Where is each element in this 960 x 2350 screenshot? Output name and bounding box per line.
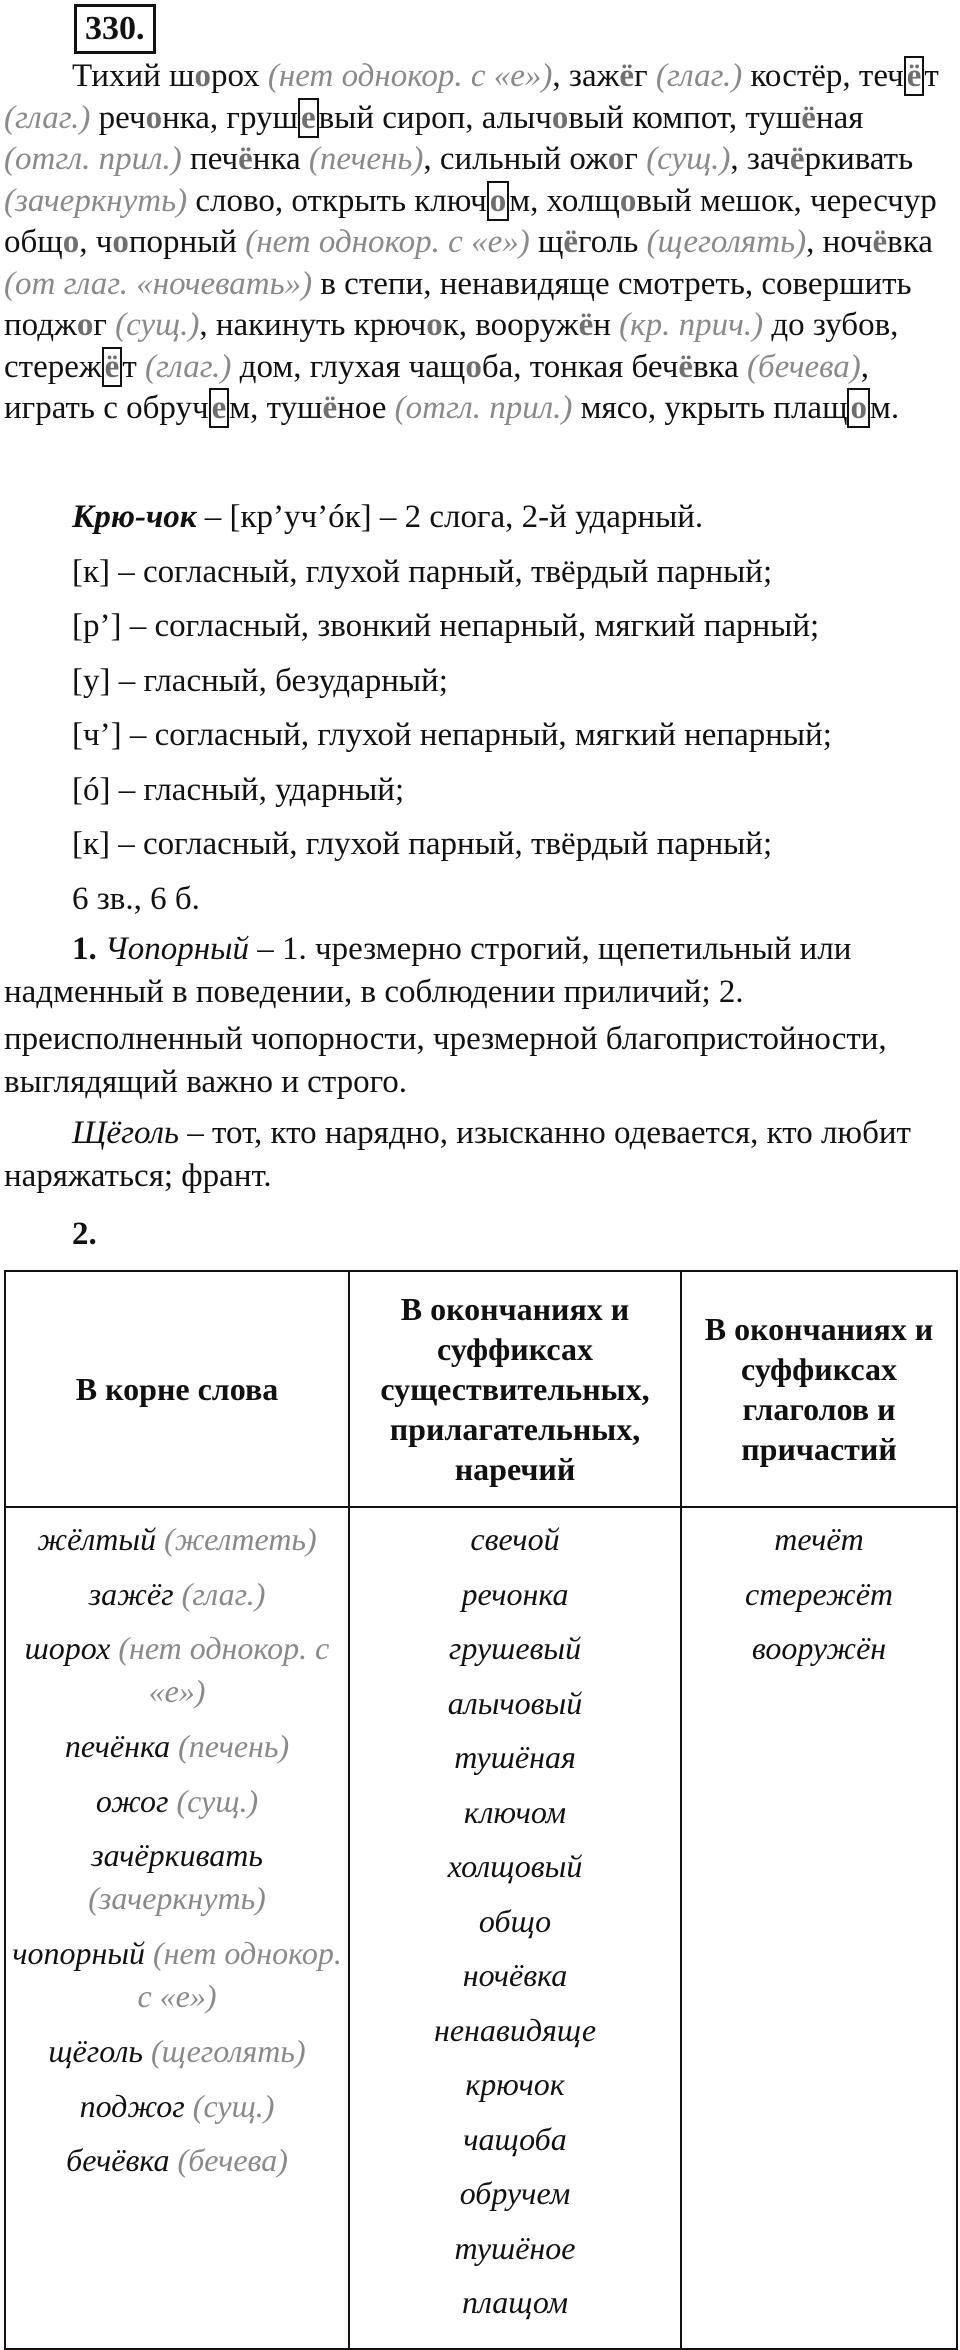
text-run: ное: [337, 390, 395, 426]
annotation-note: (нет однокор. с «е»): [267, 58, 553, 94]
spelling-letter: о: [607, 141, 625, 177]
phonetic-transcription: – [кр’уч’óк] – 2 слога, 2-й ударный.: [196, 499, 704, 535]
root-word-note: (нет однокор. с «е»): [110, 1630, 330, 1709]
suffix-word-item: ключом: [463, 1793, 567, 1830]
spelling-letter: о: [551, 99, 569, 136]
spelling-letter: ё: [801, 99, 816, 136]
root-word-item: [12, 2133, 342, 2188]
phonetic-line: [ч’] – согласный, глухой непарный, мягкий непарный;: [72, 717, 832, 753]
root-word-note: (глаг.): [173, 1575, 266, 1612]
text-run: ркивать: [804, 141, 914, 177]
root-word: шорох: [24, 1630, 111, 1666]
root-word-note: (щеголять): [142, 2033, 306, 2069]
suffix-word-item: общо: [478, 1902, 552, 1939]
phonetic-line: [р’] – согласный, звонкий непарный, мягкий парный;: [72, 608, 820, 644]
suffix-word-item: тушёное: [454, 2229, 576, 2266]
spelling-letter: о: [619, 182, 637, 219]
spelling-letter: о: [847, 388, 870, 428]
text-run: порный: [128, 224, 246, 260]
root-word-item: [12, 2079, 342, 2134]
annotation-note: (отгл. прил.): [4, 141, 182, 177]
annotation-note: (нет однокор. с «е»): [245, 224, 530, 260]
header-noun-adj-adv: В окончаниях и суффиксах существительных, прилагательных, наречий: [349, 1271, 681, 1507]
suffix-word-item: холщовый: [447, 1848, 583, 1884]
def-chopornyi-a: – 1. чрезмерно строгий, щепетильный или надменный в поведении, в соблюдении приличий; 2.: [4, 931, 852, 1010]
suffix-word-item: ненавидяще: [433, 2011, 597, 2048]
annotation-note: (кр. прич.): [619, 307, 764, 343]
root-word-note: (печень): [170, 1728, 290, 1764]
spelling-letter: ё: [322, 390, 338, 426]
spelling-letter: о: [426, 307, 443, 343]
suffix-word-item: тушёная: [454, 1739, 576, 1775]
text-run: костёр, теч: [742, 58, 904, 94]
words-paragraph: [4, 56, 956, 430]
text-run: вка: [887, 224, 933, 260]
root-word-note: (желтеть): [156, 1521, 317, 1557]
spelling-letter: ё: [678, 348, 693, 385]
root-word: зачёркивать: [91, 1837, 263, 1873]
root-word: зажёг: [88, 1575, 174, 1612]
root-word: бечёвка: [66, 2142, 170, 2178]
root-word-note: (сущ.): [168, 1782, 259, 1819]
root-word: жёлтый: [37, 1521, 157, 1557]
text-run: в степи, ненавидяще смотреть, совершить подж: [4, 265, 912, 343]
annotation-note: (глаг.): [4, 99, 91, 136]
spelling-letter: о: [487, 181, 510, 221]
text-run: нка: [252, 141, 309, 177]
annotation-note: (сущ.): [646, 141, 731, 177]
suffix-word-item: плащом: [461, 2284, 569, 2320]
definition-shchegol: [4, 1112, 956, 1198]
words-text: [4, 56, 956, 430]
text-run: до зубов, стереж: [4, 307, 899, 385]
root-word-item: [12, 1828, 342, 1926]
verb-word-item: стережёт: [745, 1575, 893, 1612]
text-run: печ: [181, 141, 239, 177]
suffix-word-item: свечой: [470, 1521, 560, 1557]
spelling-letter: ё: [789, 141, 805, 177]
text-run: вый мешок, чересчур общ: [4, 182, 937, 260]
spelling-letter: ё: [238, 141, 253, 177]
spelling-letter: о: [465, 348, 482, 385]
text-run: к, вооруж: [442, 307, 579, 343]
phonetic-line: [ó] – гласный, ударный;: [72, 771, 405, 808]
annotation-note: (отгл. прил.): [394, 390, 573, 426]
text-run: , сильный ож: [423, 141, 608, 177]
text-run: г: [93, 307, 116, 343]
phonetic-header: [72, 490, 832, 545]
text-run: г: [624, 141, 647, 177]
suffix-word-item: крючок: [465, 2066, 565, 2102]
phonetic-line: [у] – гласный, безударный;: [72, 662, 448, 699]
spelling-table: [4, 1270, 958, 2350]
text-run: , ч: [79, 224, 113, 260]
exercise-number: 330.: [74, 4, 156, 54]
root-word: щёголь: [48, 2033, 143, 2069]
annotation-note: (глаг.): [655, 58, 743, 94]
spelling-letter: ё: [102, 347, 123, 387]
spelling-letter: о: [145, 99, 163, 136]
text-run: вый компот, туш: [568, 99, 802, 136]
spelling-letter: о: [76, 307, 94, 343]
root-word-item: [12, 1926, 342, 2024]
phonetic-analysis: [72, 490, 832, 926]
column-noun-adj-adv: [349, 1507, 681, 2349]
spelling-letter: о: [194, 58, 211, 94]
spelling-letter: о: [62, 224, 80, 260]
suffix-word-item: речонка: [461, 1575, 569, 1612]
definition-chopornyi: [4, 928, 956, 1014]
verb-word-item: течёт: [774, 1521, 864, 1557]
root-word: чопорный: [12, 1935, 145, 1971]
text-run: м.: [869, 390, 900, 426]
phonetic-summary: 6 зв., 6 б.: [72, 880, 200, 917]
header-root: В корне слова: [5, 1271, 349, 1507]
text-run: , играть с обруч: [4, 348, 870, 426]
text-run: м, туш: [229, 390, 323, 426]
suffix-word-item: ночёвка: [462, 1957, 568, 1993]
text-run: реч: [90, 99, 146, 136]
term-chopornyi: Чопорный: [105, 931, 249, 967]
root-word-item: [12, 2024, 342, 2079]
text-run: вка: [692, 348, 747, 385]
text-run: нка, груш: [162, 99, 298, 136]
definitions: [4, 928, 956, 1198]
text-run: т: [122, 348, 145, 385]
root-word-note: (нет однокор. с «е»): [137, 1935, 342, 2014]
text-run: , заж: [552, 58, 620, 94]
phonetic-line: [к] – согласный, глухой парный, твёрдый парный;: [72, 553, 773, 590]
section-2-label: 2.: [72, 1216, 97, 1252]
root-word-item: [12, 1719, 342, 1774]
suffix-word-item: грушевый: [448, 1630, 582, 1666]
spelling-letter: ё: [563, 224, 579, 260]
spelling-letter: ё: [904, 56, 925, 96]
root-word-note: (сущ.): [184, 2087, 275, 2124]
text-run: Тихий ш: [72, 58, 195, 94]
text-run: дом, глухая чащ: [231, 348, 466, 385]
spelling-letter: ё: [619, 58, 635, 94]
text-run: голь: [578, 224, 647, 260]
annotation-note: (бечева): [746, 348, 861, 385]
root-word: ожог: [95, 1782, 169, 1819]
spelling-letter: о: [112, 224, 129, 260]
root-word-item: [12, 1621, 342, 1719]
column-root: [5, 1507, 349, 2349]
annotation-note: (щеголять): [646, 224, 807, 260]
text-run: ба, тонкая беч: [481, 348, 679, 385]
suffix-word-item: чащоба: [463, 2120, 567, 2157]
text-run: ная: [815, 99, 864, 136]
annotation-note: (от глаг. «ночевать»): [4, 265, 313, 302]
phonetic-line: [к] – согласный, глухой парный, твёрдый парный;: [72, 826, 773, 862]
root-word-item: [12, 1774, 342, 1829]
verb-word-item: вооружён: [751, 1630, 887, 1666]
text-run: слово, открыть ключ: [187, 182, 487, 219]
column-verb-participle: [681, 1507, 957, 2349]
text-run: т: [924, 58, 939, 94]
text-run: щ: [529, 224, 564, 260]
text-run: , ноч: [806, 224, 873, 260]
text-run: рох: [210, 58, 268, 94]
annotation-note: (сущ.): [115, 307, 200, 343]
text-run: мясо, укрыть плащ: [572, 390, 848, 426]
text-run: , зач: [730, 141, 790, 177]
annotation-note: (глаг.): [145, 348, 232, 385]
root-word-note: (зачеркнуть): [88, 1880, 266, 1916]
root-word-item: [12, 1567, 342, 1622]
suffix-word-item: алычовый: [447, 1684, 583, 1721]
def-chopornyi-b: преисполненный чопорности, чрезмерной благопристойности, выглядящий важно и строго.: [4, 1021, 887, 1100]
suffix-word-item: обручем: [459, 2175, 571, 2211]
phonetic-word: Крю-чок: [72, 499, 197, 535]
text-run: н: [593, 307, 620, 343]
text-run: вый сироп, алыч: [318, 99, 552, 136]
term-shchegol: Щёголь: [72, 1115, 180, 1151]
text-run: г: [634, 58, 656, 94]
text-run: м, холщ: [509, 182, 620, 219]
spelling-letter: ё: [578, 307, 594, 343]
annotation-note: (зачеркнуть): [4, 182, 188, 219]
header-verb-participle: В окончаниях и суффиксах глаголов и причастий: [681, 1271, 957, 1507]
root-word: печёнка: [64, 1728, 171, 1764]
annotation-note: (печень): [308, 141, 424, 177]
spelling-letter: е: [209, 388, 230, 428]
root-word-note: (бечева): [169, 2142, 288, 2178]
spelling-letter: е: [298, 98, 319, 138]
spelling-letter: ё: [872, 224, 888, 260]
def-shchegol: – тот, кто нарядно, изысканно одевается, кто любит наряжаться; франт.: [4, 1115, 911, 1194]
definition-number: 1.: [72, 931, 105, 967]
root-word-item: [12, 1512, 342, 1567]
root-word: поджог: [79, 2087, 185, 2124]
text-run: , накинуть крюч: [199, 307, 427, 343]
